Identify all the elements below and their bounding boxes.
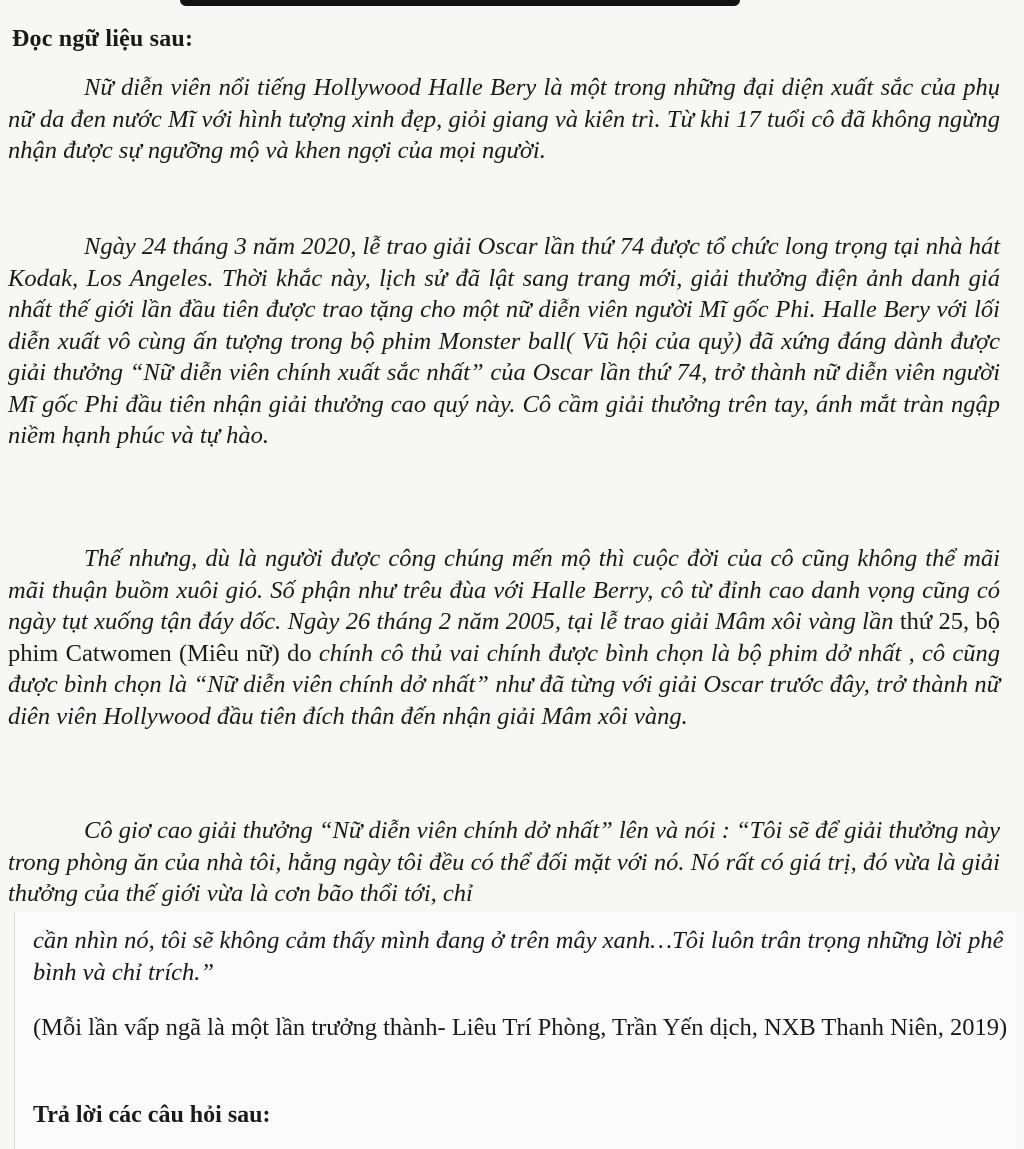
paragraph-4-continuation: cần nhìn nó, tôi sẽ không cảm thấy mình đang ở trên mây xanh…Tôi luôn trân trọng những lời phê bình và chỉ trích.” [33,927,1004,986]
paragraph-3-part-2: chính cô thủ vai chính được bình chọn là bộ phim dở nhất , cô cũng được bình chọn là “Nữ diễn viên chính dở nhất” như đã từng với giải Oscar trước đây, trở thành nữ diên viên Hollywood đầu tiên đích thân đến nhận giải Mâm xôi vàng. [8,639,1001,730]
paragraph-3-part-1: Thế nhưng, dù là người được công chúng mến mộ thì cuộc đời của cô cũng không thể mãi mãi thuận buồm xuôi gió. Số phận như trêu đùa với Halle Berry, cô từ đỉnh cao danh vọng cũng có ngày tụt xuống tận đáy dốc. Ngày 26 tháng 2 năm 2005, tại lễ trao giải Mâm xôi vàng lần [8,545,1000,635]
questions-heading: Trả lời các câu hỏi sau: [33,1102,271,1128]
lower-scan-panel [14,912,1017,1149]
paragraph-4: Cô giơ cao giải thưởng “Nữ diễn viên chính dở nhất” lên và nói : “Tôi sẽ để giải thưởng này trong phòng ăn của nhà tôi, hằng ngày tôi đều có thể đối mặt với nó. Nó rất có giá trị, đó vừa là giải thưởng của thế giới vừa là cơn bão thổi tới, chỉ [8,817,1000,907]
paragraph-3-upright: thứ 25, bộ phim Catwomen (Miêu nữ) do [8,608,1000,667]
source-citation: (Mỗi lần vấp ngã là một lần trưởng thành- Liêu Trí Phòng, Trần Yến dịch, NXB Thanh Niên, 2019) [33,1014,1008,1041]
paragraph-2: Ngày 24 tháng 3 năm 2020, lễ trao giải Oscar lần thứ 74 được tổ chức long trọng tại nhà hát Kodak, Los Angeles. Thời khắc này, lịch sử đã lật sang trang mới, giải thưởng điện ảnh danh giá nhất thế giới lần đầu tiên được trao tặng cho một nữ diễn viên người Mĩ gốc Phi. Halle Bery với lối diễn xuất vô cùng ấn tượng trong bộ phim Monster ball( Vũ hội của quỷ) đã xứng đáng dành được giải thưởng “Nữ diễn viên chính xuất sắc nhất” của Oscar lần thứ 74, trở thành nữ diễn viên người Mĩ gốc Phi đầu tiên nhận giải thưởng cao quý này. Cô cầm giải thưởng trên tay, ánh mắt tràn ngập niềm hạnh phúc và tự hào. [8,233,1000,449]
paragraph-3 [8,543,1000,732]
paragraph-1: Nữ diễn viên nổi tiếng Hollywood Halle Bery là một trong những đại diện xuất sắc của phụ nữ da đen nước Mĩ với hình tượng xinh đẹp, giỏi giang và kiên trì. Từ khi 17 tuổi cô đã không ngừng nhận được sự ngưỡng mộ và khen ngợi của mọi người. [8,74,1000,164]
reading-heading: Đọc ngữ liệu sau: [12,26,194,52]
